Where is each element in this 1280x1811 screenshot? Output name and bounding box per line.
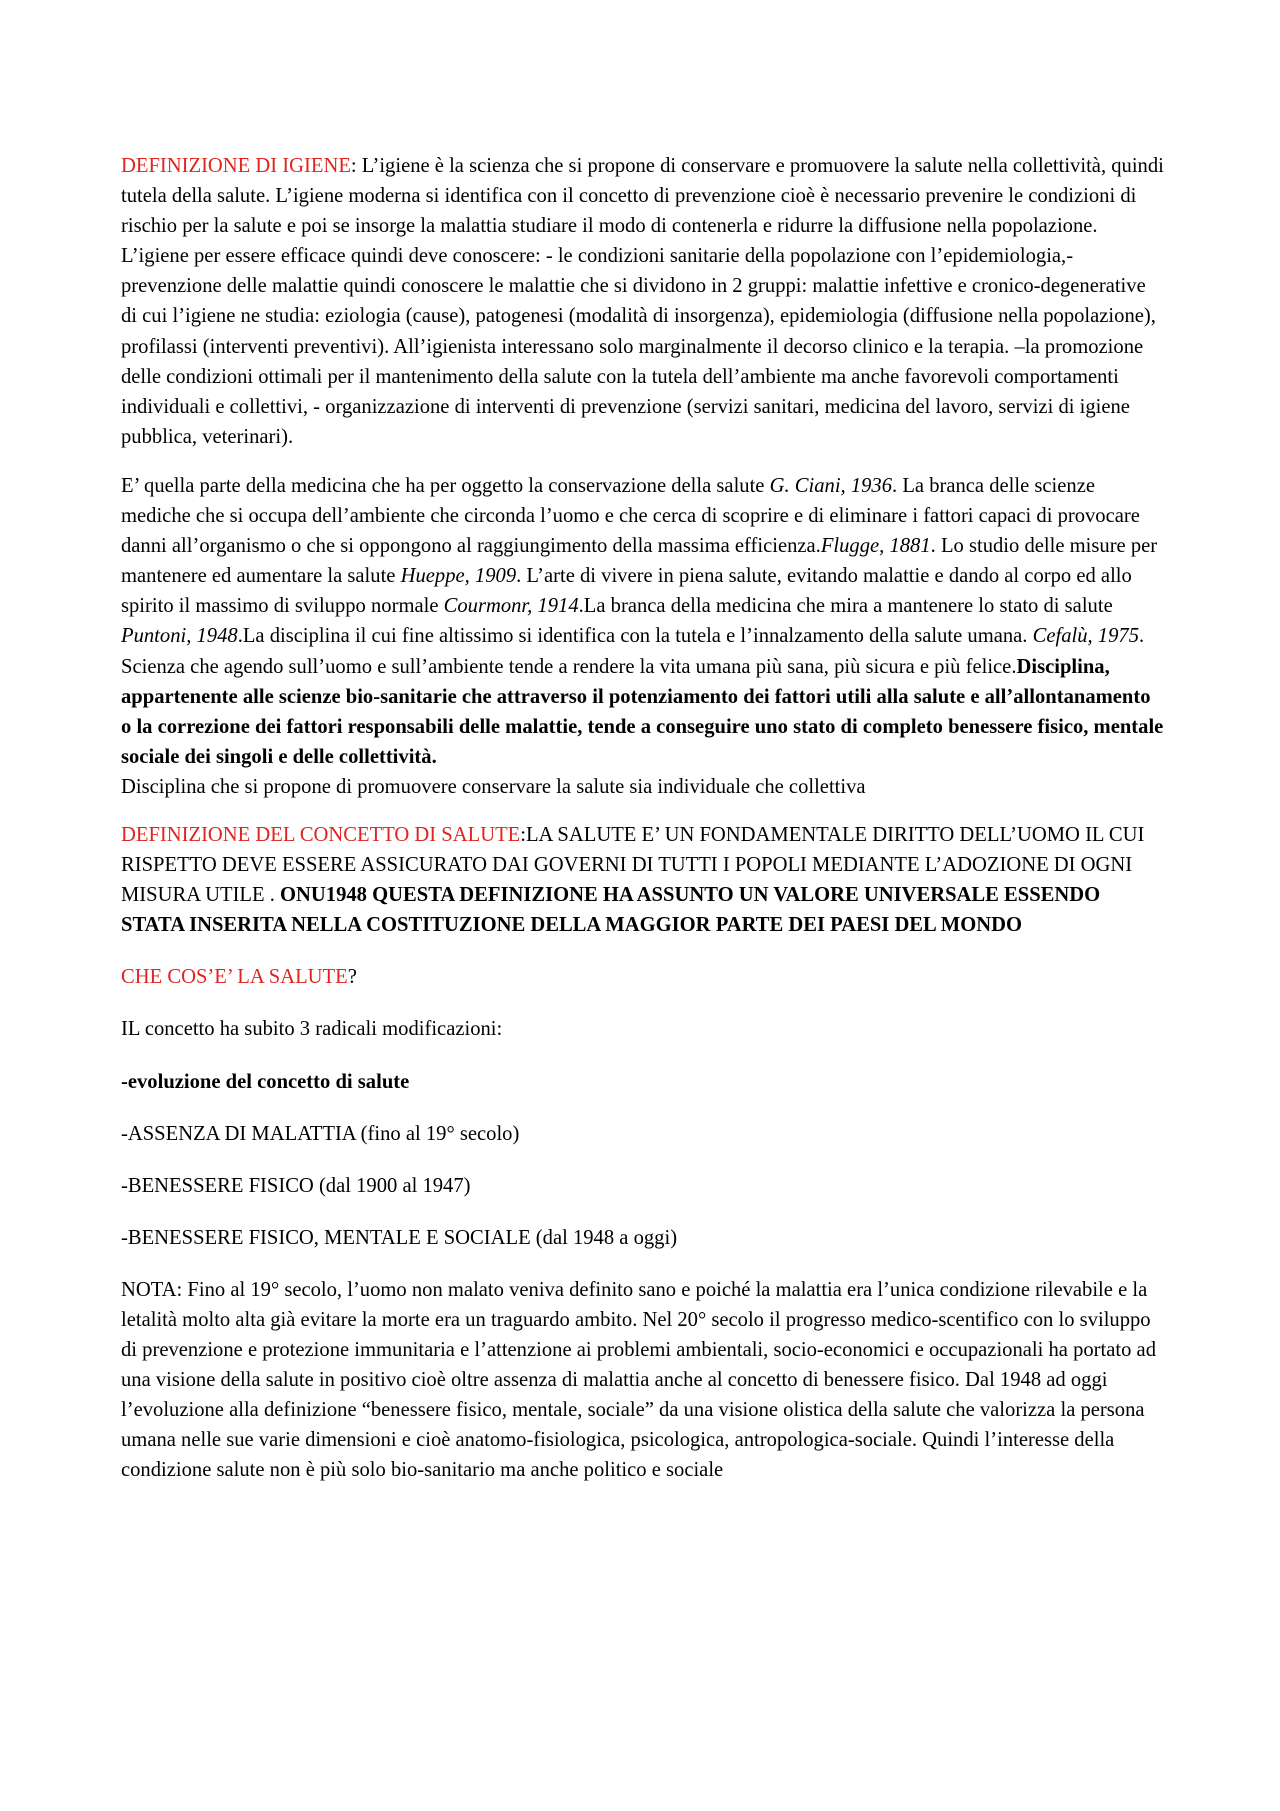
citation-hueppe: Hueppe, 1909 bbox=[400, 565, 517, 588]
citation-ciani: G. Ciani, 1936 bbox=[769, 474, 893, 497]
document-page bbox=[121, 151, 1164, 1504]
paragraph-definizioni-autori bbox=[121, 471, 1164, 802]
list-item-assenza-malattia: -ASSENZA DI MALATTIA (fino al 19° secolo) bbox=[121, 1122, 520, 1145]
citation-flugge: Flugge, 1881 bbox=[820, 535, 931, 558]
citation-puntoni: Puntoni, 1948 bbox=[121, 625, 238, 648]
list-item-benessere-completo: -BENESSERE FISICO, MENTALE E SOCIALE (dal 1948 a oggi) bbox=[121, 1226, 678, 1249]
text-segment: .La disciplina il cui fine altissimo si identifica con la tutela e l’innalzamento della salute umana. bbox=[237, 625, 1033, 648]
question-mark: ? bbox=[347, 966, 357, 989]
text-concetto-salute: :LA SALUTE E’ UN FONDAMENTALE DIRITTO DELL’UOMO IL CUI RISPETTO DEVE ESSERE ASSICURATO DAI GOVERNI DI TUTTI I POPOLI MEDIANTE L’ADOZIONE DI OGNI MISURA UTILE . bbox=[121, 823, 1145, 907]
paragraph-definizione-igiene bbox=[121, 151, 1164, 452]
bold-onu-1948: ONU1948 QUESTA DEFINIZIONE HA ASSUNTO UN VALORE UNIVERSALE ESSENDO STATA INSERITA NELLA COSTITUZIONE DELLA MAGGIOR PARTE DEI PAESI DEL MONDO bbox=[121, 884, 1101, 937]
text-segment: . Scienza che agendo sull’uomo e sull’ambiente tende a rendere la vita umana più sana, più sicura e più felice. bbox=[121, 625, 1145, 678]
list-item-benessere-fisico: -BENESSERE FISICO (dal 1900 al 1947) bbox=[121, 1174, 471, 1197]
paragraph-evoluzione: -evoluzione del concetto di salute bbox=[121, 1070, 410, 1093]
text-segment: . La branca delle scienze mediche che si occupa dell’ambiente che circonda l’uomo e che cerca di scoprire e di eliminare i fattori capaci di provocare danni all’organismo o che si oppongono al raggiungimento della massima efficienza. bbox=[121, 474, 1140, 558]
text-segment: E’ quella parte della medicina che ha per oggetto la conservazione della salute bbox=[121, 474, 770, 497]
heading-concetto-salute: DEFINIZIONE DEL CONCETTO DI SALUTE bbox=[121, 823, 521, 846]
heading-che-cose-salute: CHE COS’E’ LA SALUTE bbox=[121, 966, 348, 989]
bold-definition: Disciplina, appartenente alle scienze bio-sanitarie che attraverso il potenziamento dei fattori utili alla salute e all’allontanamento o la correzione dei fattori responsabili delle malattie, tende a conseguire uno stato di completo benessere fisico, mentale sociale dei singoli e delle collettività. bbox=[121, 655, 1164, 768]
paragraph-modificazioni: IL concetto ha subito 3 radicali modificazioni: bbox=[121, 1018, 503, 1041]
citation-courmonr: Courmonr, 1914 bbox=[443, 595, 579, 618]
text-segment: Disciplina che si propone di promuovere conservare la salute sia individuale che collettiva bbox=[121, 775, 866, 798]
text-segment: . Lo studio delle misure per mantenere ed aumentare la salute bbox=[121, 535, 1158, 588]
text-segment: .La branca della medicina che mira a mantenere lo stato di salute bbox=[578, 595, 1113, 618]
paragraph-nota: NOTA: Fino al 19° secolo, l’uomo non malato veniva definito sano e poiché la malattia era l’unica condizione rilevabile e la letalità molto alta già evitare la morte era un traguardo ambito. Nel 20° secolo il progresso medico-scentifico con lo sviluppo di prevenzione e protezione immunitaria e l’attenzione ai problemi ambientali, socio-economici e occupazionali ha portato ad una visione della salute in positivo cioè oltre assenza di malattia anche al concetto di benessere fisico. Dal 1948 ad oggi l’evoluzione alla definizione “benessere fisico, mentale, sociale” da una visione olistica della salute che valorizza la persona umana nelle sue varie dimensioni e cioè anatomo-fisiologica, psicologica, antropologica-sociale. Quindi l’interesse della condizione salute non è più solo bio-sanitario ma anche politico e sociale bbox=[121, 1278, 1156, 1482]
paragraph-che-cose-salute bbox=[121, 962, 1164, 992]
text-segment: . L’arte di vivere in piena salute, evitando malattie e dando al corpo ed allo spirito il massimo di sviluppo normale bbox=[121, 565, 1132, 618]
heading-definizione-igiene: DEFINIZIONE DI IGIENE bbox=[121, 155, 351, 177]
citation-cefalu: Cefalù, 1975 bbox=[1032, 625, 1139, 648]
text-definizione-igiene: : L’igiene è la scienza che si propone di conservare e promuovere la salute nella collettività, quindi tutela della salute. L’igiene moderna si identifica con il concetto di prevenzione cioè è necessario prevenire le condizioni di rischio per la salute e poi se insorge la malattia studiare il modo di contenerla e ridurre la diffusione nella popolazione. L’igiene per essere efficace quindi deve conoscere: - le condizioni sanitarie della popolazione con l’epidemiologia,- prevenzione delle malattie quindi conoscere le malattie che si dividono in 2 gruppi: malattie infettive e cronico-degenerative di cui l’igiene ne studia: eziologia (cause), patogenesi (modalità di insorgenza), epidemiologia (diffusione nella popolazione), profilassi (interventi preventivi). All’igienista interessano solo marginalmente il decorso clinico e la terapia. –la promozione delle condizioni ottimali per il mantenimento della salute con la tutela dell’ambiente ma anche favorevoli comportamenti individuali e collettivi, - organizzazione di interventi di prevenzione (servizi sanitari, medicina del lavoro, servizi di igiene pubblica, veterinari). bbox=[121, 155, 1164, 448]
paragraph-concetto-salute bbox=[121, 820, 1164, 940]
